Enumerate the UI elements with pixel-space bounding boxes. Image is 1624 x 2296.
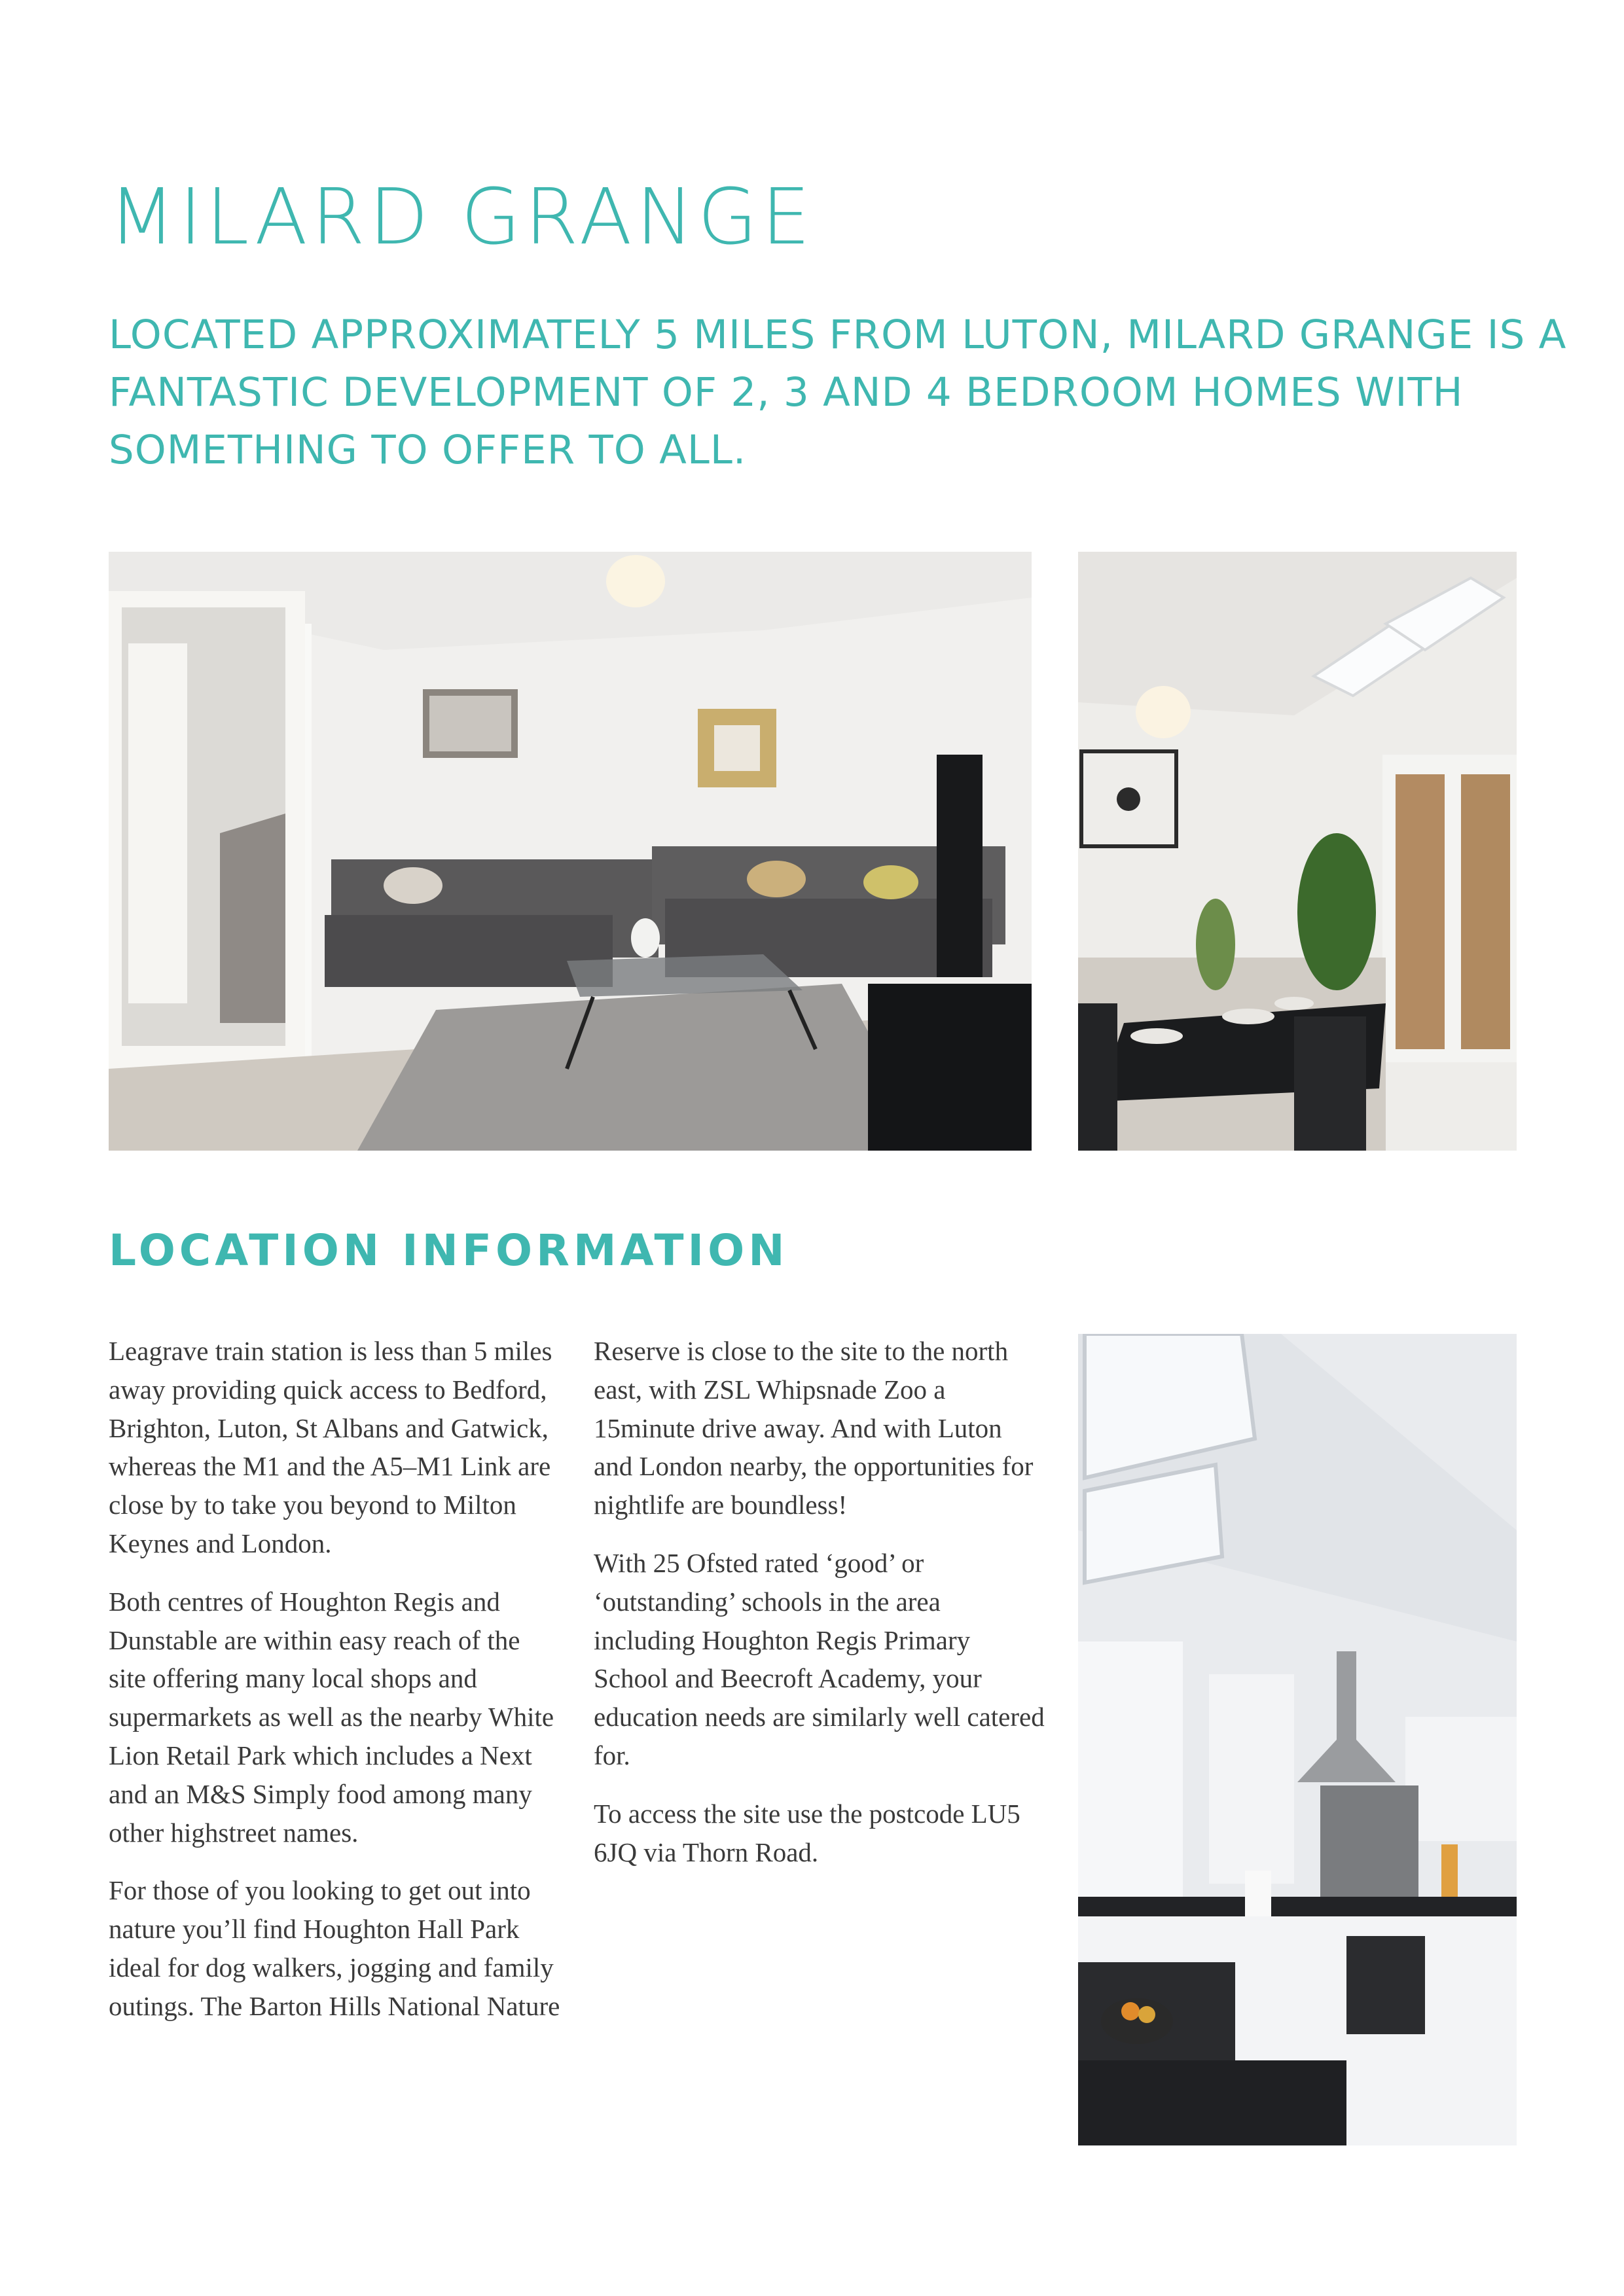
- living-room-photo: [109, 552, 1032, 1151]
- intro-text: LOCATED APPROXIMATELY 5 MILES FROM LUTON, MILARD GRANGE IS A FANTASTIC DEVELOPMENT OF 2, 3 AND 4 BEDROOM HOMES WITH SOMETHING TO OFFER TO ALL.: [109, 312, 1567, 473]
- page-title: MILARD GRANGE: [109, 171, 814, 262]
- section-heading-location: LOCATION INFORMATION: [109, 1225, 789, 1276]
- location-column-2: [594, 1332, 1045, 1891]
- location-paragraph: Leagrave train station is less than 5 miles away providing quick access to Bedford, Brighton, Luton, St Albans and Gatwick, whereas the M1 and the A5–M1 Link are close by to take you beyond to Milton Keynes and London.: [109, 1336, 552, 1558]
- location-paragraph: For those of you looking to get out into nature you’ll find Houghton Hall Park ideal for dog walkers, jogging and family outings. The Barton Hills National Nature: [109, 1875, 560, 2021]
- location-paragraph: Reserve is close to the site to the north east, with ZSL Whipsnade Zoo a 15minute drive away. And with Luton and London nearby, the opportunities for nightlife are boundless!: [594, 1336, 1034, 1520]
- dining-room-photo: [1078, 552, 1517, 1151]
- kitchen-photo: [1078, 1334, 1517, 2145]
- location-paragraph: With 25 Ofsted rated ‘good’ or ‘outstanding’ schools in the area including Houghton Regis Primary School and Beecroft Academy, your education needs are similarly well catered for.: [594, 1547, 1045, 1770]
- location-paragraph: Both centres of Houghton Regis and Dunstable are within easy reach of the site offering many local shops and supermarkets as well as the nearby White Lion Retail Park which includes a Next and an M&S Simply food among many other highstreet names.: [109, 1586, 554, 1848]
- location-column-1: [109, 1332, 560, 2045]
- location-paragraph: To access the site use the postcode LU5 6JQ via Thorn Road.: [594, 1798, 1020, 1867]
